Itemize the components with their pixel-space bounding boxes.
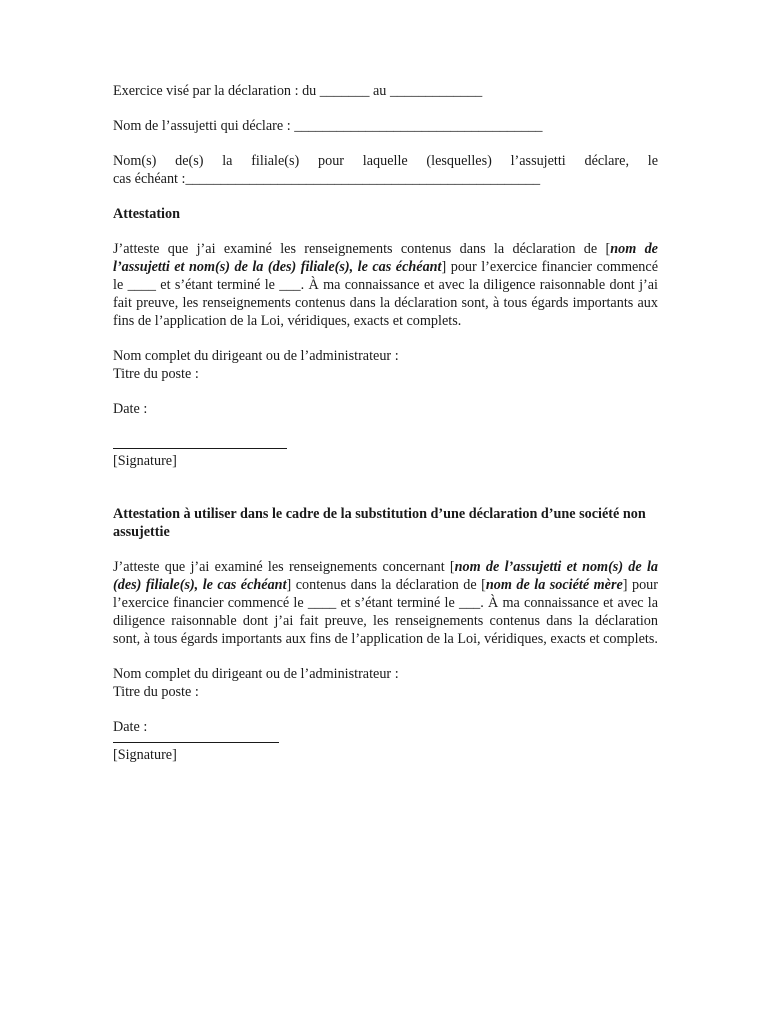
- signature-line-2: [113, 742, 279, 743]
- officer-name-label-2: Nom complet du dirigeant ou de l’administrateur :: [113, 666, 399, 682]
- reporting-entity-line: Nom de l’assujetti qui déclare : ___________________________________: [113, 118, 543, 134]
- officer-name-label: Nom complet du dirigeant ou de l’administrateur :: [113, 348, 399, 364]
- substitution-text-start: J’atteste que j’ai examiné les renseignements concernant [: [113, 559, 455, 575]
- exercise-period-line: Exercice visé par la déclaration : du _______ au _____________: [113, 83, 483, 99]
- subsidiary-line-1: Nom(s) de(s) la filiale(s) pour laquelle (lesquelles) l’assujetti déclare, le: [113, 153, 658, 169]
- substitution-attestation-paragraph: [113, 558, 658, 648]
- position-title-label-2: Titre du poste :: [113, 684, 199, 700]
- subsidiary-line-2: cas échéant :__________________________________________________: [113, 171, 541, 187]
- signature-line: [113, 448, 287, 449]
- document-page: [113, 80, 658, 764]
- date-label: Date :: [113, 401, 148, 417]
- attestation-text-rest: ] pour l’exercice financier commencé le ____ et s’étant terminé le ___. À ma connaissance et avec la diligence raisonnable dont j’ai fait preuve, les renseignements contenus dans la déclaration sont, à tous égards importants aux fins de l’application de la Loi, véridiques, exacts et complets.: [113, 259, 658, 329]
- position-title-label: Titre du poste :: [113, 366, 199, 382]
- entity-placeholder-2: nom de l’assujetti et nom(s) de la (des) filiale(s), le cas échéant: [113, 559, 658, 593]
- date-label-2: Date :: [113, 719, 148, 735]
- attestation-paragraph: [113, 240, 658, 330]
- entity-placeholder: nom de l’assujetti et nom(s) de la (des) filiale(s), le cas échéant: [113, 241, 658, 275]
- attestation-text-start: J’atteste que j’ai examiné les renseignements contenus dans la déclaration de [: [113, 241, 611, 257]
- substitution-text-rest: ] pour l’exercice financier commencé le ____ et s’étant terminé le ___. À ma connaissance et avec la diligence raisonnable dont j’ai fait preuve, les renseignements contenus dans la déclaration sont, à tous égards importants aux fins de l’application de la Loi, véridiques, exacts et complets.: [113, 577, 658, 647]
- signature-label-2: [Signature]: [113, 747, 177, 763]
- parent-company-placeholder: nom de la société mère: [485, 577, 623, 593]
- attestation-heading: Attestation: [113, 206, 180, 222]
- subsidiary-block: [113, 152, 658, 188]
- signature-label: [Signature]: [113, 453, 177, 469]
- substitution-text-middle: ] contenus dans la déclaration de [: [286, 577, 486, 593]
- substitution-attestation-heading: Attestation à utiliser dans le cadre de la substitution d’une déclaration d’une société non assujettie: [113, 506, 646, 540]
